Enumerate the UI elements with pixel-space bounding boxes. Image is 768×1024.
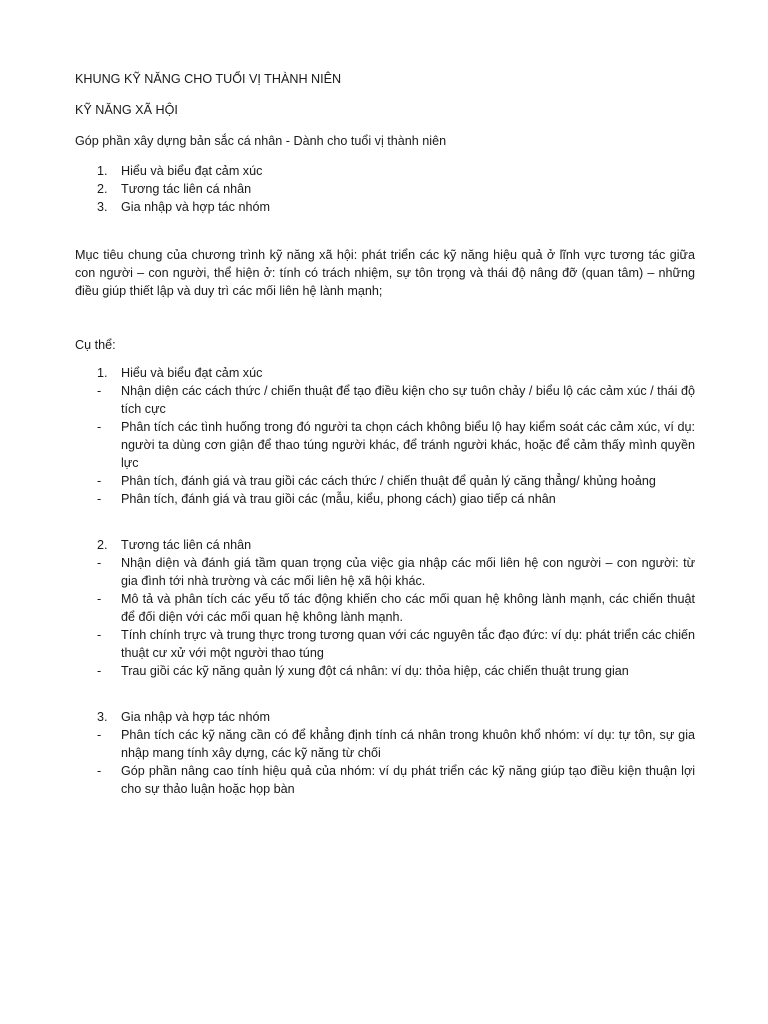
dash-bullet: - [97,728,102,742]
list-item [75,180,695,198]
list-item [75,590,695,626]
section-title-text: Gia nhập và hợp tác nhóm [121,710,270,724]
list-item-text: Mô tả và phân tích các yếu tố tác động khiến cho các mối quan hệ không lành mạnh, các chiến thuật để đối diện với các mối quan hệ không lành mạnh. [121,592,695,624]
dash-bullet: - [97,474,102,488]
intro-list [75,162,695,216]
list-item [75,472,695,490]
list-item-text: Phân tích, đánh giá và trau giồi các (mẫu, kiểu, phong cách) giao tiếp cá nhân [121,492,556,506]
list-number: 3. [97,200,108,214]
section-items [75,726,695,798]
document-title: KHUNG KỸ NĂNG CHO TUỔI VỊ THÀNH NIÊN [75,72,342,86]
dash-bullet: - [97,628,102,642]
list-item [75,554,695,590]
document-subtitle: KỸ NĂNG XÃ HỘI [75,103,178,117]
document-body [75,70,695,798]
section-title [75,536,695,554]
list-item [75,198,695,216]
section-number: 1. [97,366,108,380]
section-title [75,364,695,382]
list-number: 1. [97,164,108,178]
dash-bullet: - [97,492,102,506]
goal-paragraph: Mục tiêu chung của chương trình kỹ năng xã hội: phát triển các kỹ năng hiệu quả ở lĩnh vực tương tác giữa con người – con người, thể hiện ở: tính có trách nhiệm, sự tôn trọng và thái độ nâng đỡ (quan tâm) – những điều giúp thiết lập và duy trì các mối liên hệ lành mạnh; [75,248,695,298]
section-interpersonal [75,536,695,680]
dash-bullet: - [97,420,102,434]
dash-bullet: - [97,592,102,606]
list-item-text: Tương tác liên cá nhân [121,182,252,196]
list-item-text: Gia nhập và hợp tác nhóm [121,200,270,214]
section-title-text: Hiểu và biểu đạt cảm xúc [121,366,263,380]
list-item-text: Phân tích các tình huống trong đó người ta chọn cách không biểu lộ hay kiểm soát các cảm xúc, ví dụ: người ta dùng cơn giận để thao túng người khác, để tránh người khác, hoặc để cảm thấy mình quyền lực [121,420,695,470]
list-item-text: Phân tích, đánh giá và trau giồi các cách thức / chiến thuật để quản lý căng thẳng/ khủng hoảng [121,474,656,488]
specific-label: Cụ thể: [75,338,116,352]
list-item-text: Hiểu và biểu đạt cảm xúc [121,164,263,178]
list-item [75,162,695,180]
section-emotions [75,364,695,508]
list-item-text: Góp phần nâng cao tính hiệu quả của nhóm: ví dụ phát triển các kỹ năng giúp tạo điều kiện thuận lợi cho sự thảo luận hoặc họp bàn [121,764,695,796]
dash-bullet: - [97,556,102,570]
section-items [75,382,695,508]
dash-bullet: - [97,384,102,398]
list-item [75,626,695,662]
list-number: 2. [97,182,108,196]
list-item-text: Nhận diện các cách thức / chiến thuật để tạo điều kiện cho sự tuôn chảy / biểu lộ các cảm xúc / thái độ tích cực [121,384,695,416]
document-tagline: Góp phần xây dựng bản sắc cá nhân - Dành cho tuổi vị thành niên [75,134,447,148]
list-item [75,382,695,418]
list-item-text: Nhận diện và đánh giá tầm quan trọng của việc gia nhập các mối liên hệ con người – con người: từ gia đình tới nhà trường và các mối liên hệ xã hội khác. [121,556,695,588]
section-number: 2. [97,538,108,552]
list-item [75,418,695,472]
list-item-text: Trau giồi các kỹ năng quản lý xung đột cá nhân: ví dụ: thỏa hiệp, các chiến thuật trung gian [121,664,629,678]
list-item-text: Tính chính trực và trung thực trong tương quan với các nguyên tắc đạo đức: ví dụ: phát triển các chiến thuật cư xử với một người thao túng [121,628,695,660]
section-number: 3. [97,710,108,724]
dash-bullet: - [97,664,102,678]
list-item-text: Phân tích các kỹ năng cần có để khẳng định tính cá nhân trong khuôn khổ nhóm: ví dụ: tự tôn, sự gia nhập mang tính xây dựng, các kỹ năng từ chối [121,728,695,760]
list-item [75,490,695,508]
list-item [75,726,695,762]
section-title-text: Tương tác liên cá nhân [121,538,252,552]
section-group [75,708,695,798]
section-title [75,708,695,726]
dash-bullet: - [97,764,102,778]
section-items [75,554,695,680]
list-item [75,762,695,798]
list-item [75,662,695,680]
